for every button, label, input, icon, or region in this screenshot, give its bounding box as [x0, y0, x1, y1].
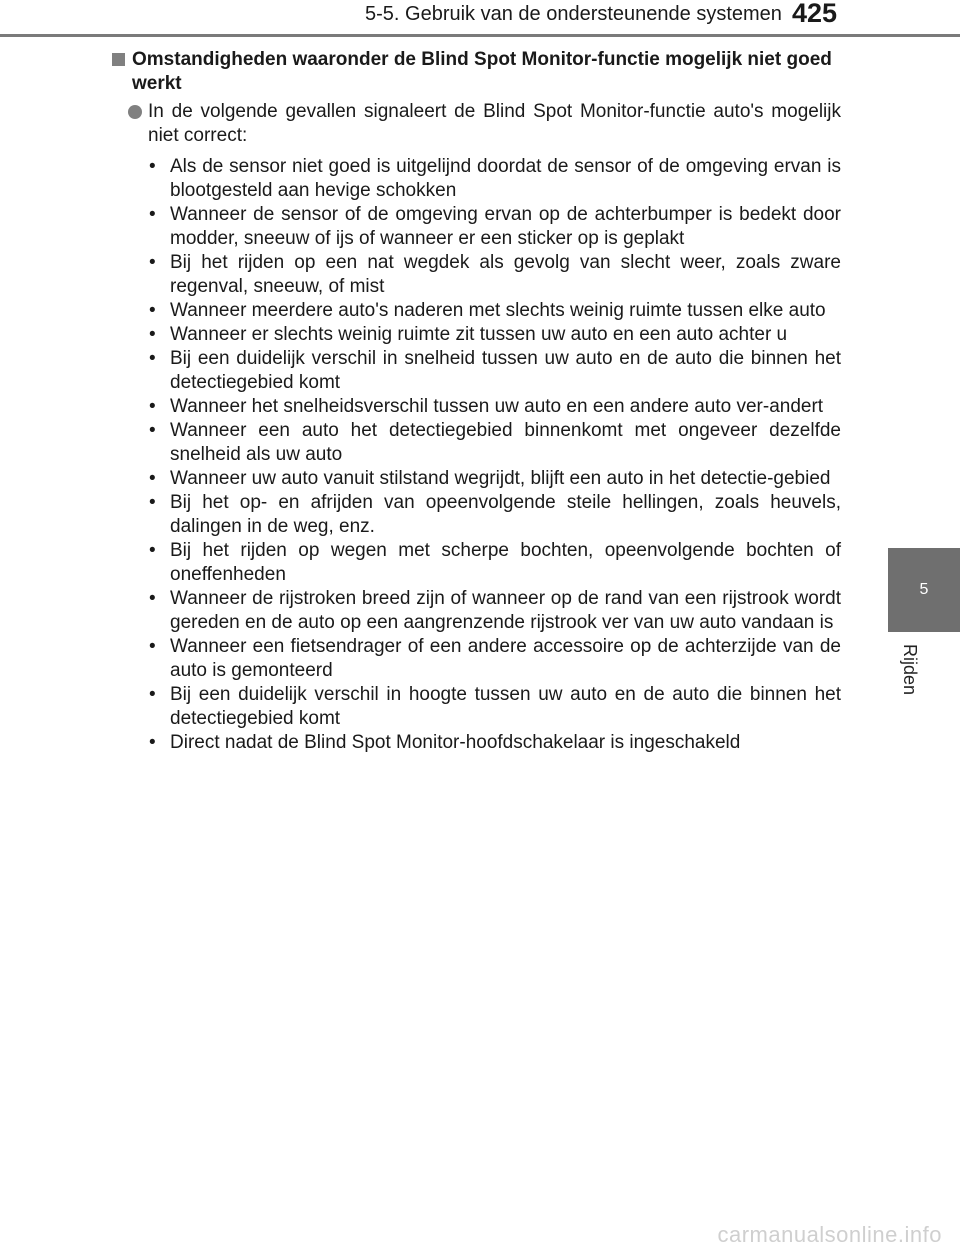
list-item-text: Wanneer de rijstroken breed zijn of wanneer op de rand van een rijstrook wordt gereden en de auto op een aangrenzende rijstrook ver van uw auto vandaan is: [170, 588, 841, 633]
bullet-dot-icon: •: [149, 636, 156, 657]
bullet-dot-icon: •: [149, 468, 156, 489]
bullet-dot-icon: •: [149, 156, 156, 177]
chapter-tab: [888, 548, 960, 632]
bullet-dot-icon: •: [149, 252, 156, 273]
list-item-text: Wanneer uw auto vanuit stilstand wegrijdt, blijft een auto in het detectie-gebied: [170, 468, 831, 489]
list-item: [149, 323, 841, 347]
bullet-dot-icon: •: [149, 396, 156, 417]
section-title: 5-5. Gebruik van de ondersteunende systemen: [365, 3, 782, 25]
chapter-number: 5: [919, 581, 929, 598]
bullet-dot-icon: •: [149, 324, 156, 345]
list-item-text: Wanneer een auto het detectiegebied binnenkomt met ongeveer dezelfde snelheid als uw auto: [170, 420, 841, 465]
list-item-text: Direct nadat de Blind Spot Monitor-hoofdschakelaar is ingeschakeld: [170, 732, 741, 753]
bullet-dot-icon: •: [149, 492, 156, 513]
list-item: [149, 203, 841, 251]
round-bullet-icon: [128, 105, 142, 119]
square-bullet-icon: [112, 53, 125, 66]
list-item: [149, 731, 841, 755]
list-item: [149, 635, 841, 683]
list-item-text: Wanneer het snelheidsverschil tussen uw auto en een andere auto ver-andert: [170, 396, 824, 417]
list-item-text: Wanneer de sensor of de omgeving ervan op de achterbumper is bedekt door modder, sneeuw of ijs of wanneer er een sticker op is geplakt: [170, 204, 841, 249]
page-number: 425: [792, 0, 838, 28]
list-item: [149, 395, 841, 419]
list-item: [149, 347, 841, 395]
bullet-dot-icon: •: [149, 348, 156, 369]
subsection-heading-text: Omstandigheden waaronder de Blind Spot Monitor-functie mogelijk niet goed werkt: [132, 49, 832, 94]
bullet-dot-icon: •: [149, 588, 156, 609]
list-item: [149, 587, 841, 635]
list-item-text: Bij het op- en afrijden van opeenvolgende steile hellingen, zoals heuvels, dalingen in de weg, enz.: [170, 492, 841, 537]
list-item-text: Als de sensor niet goed is uitgelijnd doordat de sensor of de omgeving ervan is blootgesteld aan hevige schokken: [170, 156, 841, 201]
bullet-dot-icon: •: [149, 420, 156, 441]
header-divider: [0, 34, 960, 37]
subsection-heading: [112, 48, 832, 96]
condition-list: [149, 155, 841, 755]
bullet-dot-icon: •: [149, 540, 156, 561]
watermark: carmanualsonline.info: [717, 1222, 942, 1247]
list-item-text: Bij een duidelijk verschil in snelheid tussen uw auto en de auto die binnen het detectiegebied komt: [170, 348, 841, 393]
list-item: [149, 683, 841, 731]
list-item: [149, 299, 841, 323]
chapter-label: Rijden: [900, 644, 920, 696]
bullet-dot-icon: •: [149, 684, 156, 705]
intro-paragraph: [128, 100, 841, 148]
list-item-text: Bij een duidelijk verschil in hoogte tussen uw auto en de auto die binnen het detectiegebied komt: [170, 684, 841, 729]
list-item: [149, 419, 841, 467]
list-item: [149, 251, 841, 299]
bullet-dot-icon: •: [149, 732, 156, 753]
list-item: [149, 491, 841, 539]
list-item-text: Wanneer er slechts weinig ruimte zit tussen uw auto en een auto achter u: [170, 324, 788, 345]
list-item-text: Bij het rijden op een nat wegdek als gevolg van slecht weer, zoals zware regenval, sneeuw, of mist: [170, 252, 841, 297]
intro-text: In de volgende gevallen signaleert de Blind Spot Monitor-functie auto's mogelijk niet correct:: [148, 101, 841, 146]
list-item-text: Bij het rijden op wegen met scherpe bochten, opeenvolgende bochten of oneffenheden: [170, 540, 841, 585]
list-item-text: Wanneer een fietsendrager of een andere accessoire op de achterzijde van de auto is gemonteerd: [170, 636, 841, 681]
list-item-text: Wanneer meerdere auto's naderen met slechts weinig ruimte tussen elke auto: [170, 300, 826, 321]
bullet-dot-icon: •: [149, 204, 156, 225]
list-item: [149, 539, 841, 587]
list-item: [149, 467, 841, 491]
list-item: [149, 155, 841, 203]
bullet-dot-icon: •: [149, 300, 156, 321]
